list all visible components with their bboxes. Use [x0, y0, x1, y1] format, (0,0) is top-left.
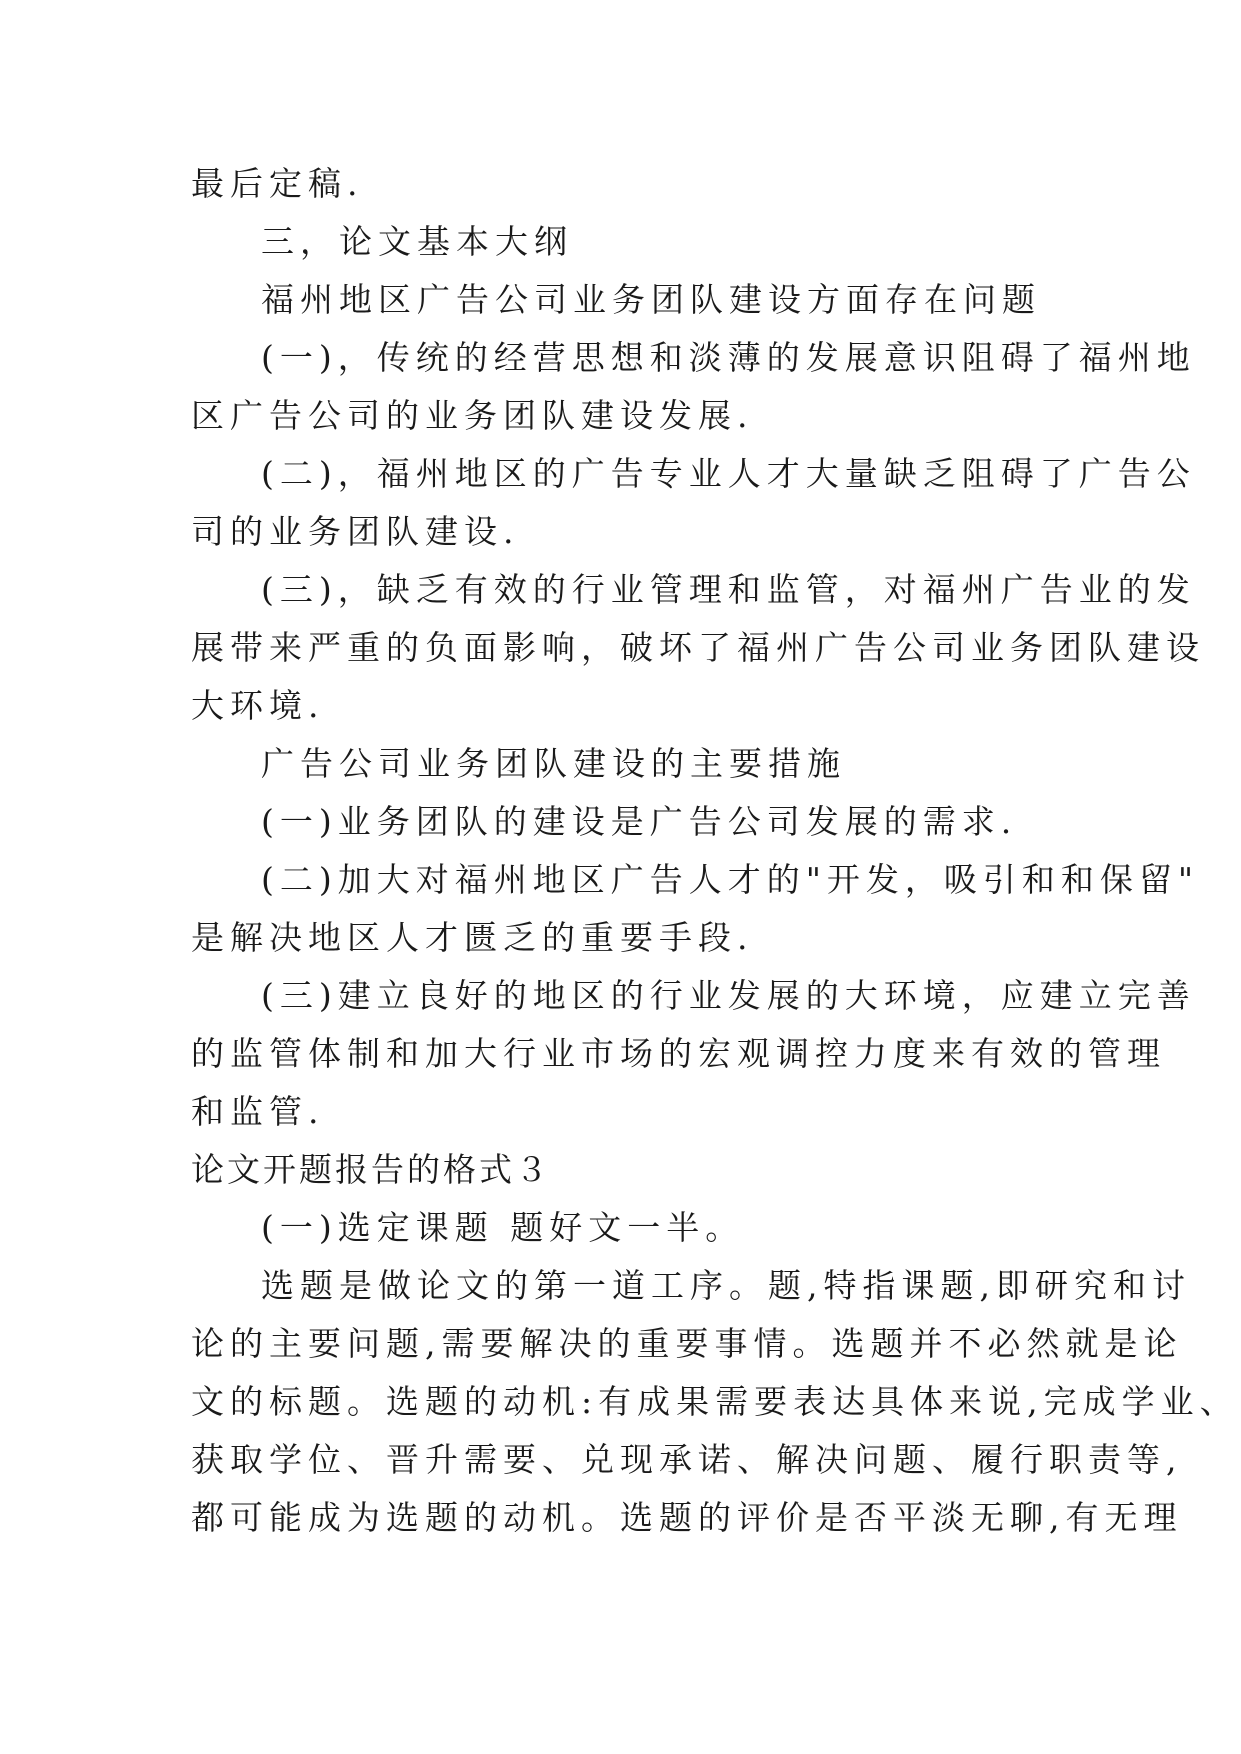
text-line-12: (一)业务团队的建设是广告公司发展的需求. — [261, 802, 1018, 841]
text-line-15: (三)建立良好的地区的行业发展的大环境，应建立完善 — [261, 976, 1196, 1015]
text-line-17: 和监管. — [191, 1092, 325, 1131]
text-line-4: (一)，传统的经营思想和淡薄的发展意识阻碍了福州地 — [261, 338, 1196, 377]
section-title-format-3: 论文开题报告的格式３ — [191, 1150, 551, 1189]
subheading-measures: 广告公司业务团队建设的主要措施 — [261, 744, 846, 783]
text-line-14: 是解决地区人才匮乏的重要手段. — [191, 918, 754, 957]
text-line-20: 选题是做论文的第一道工序。题,特指课题,即研究和讨 — [261, 1266, 1191, 1305]
text-line-10: 大环境. — [191, 686, 325, 725]
text-line-5: 区广告公司的业务团队建设发展. — [191, 396, 754, 435]
text-line-21: 论的主要问题,需要解决的重要事情。选题并不必然就是论 — [191, 1324, 1183, 1363]
text-line-6: (二)，福州地区的广告专业人才大量缺乏阻碍了广告公 — [261, 454, 1196, 493]
text-line-24: 都可能成为选题的动机。选题的评价是否平淡无聊,有无理 — [191, 1498, 1183, 1537]
text-line-19: (一)选定课题 题好文一半。 — [261, 1208, 745, 1247]
document-page — [191, 155, 1239, 1547]
text-line-7: 司的业务团队建设. — [191, 512, 520, 551]
section-heading-outline: 三，论文基本大纲 — [261, 222, 573, 261]
subheading-problems: 福州地区广告公司业务团队建设方面存在问题 — [261, 280, 1041, 319]
text-line-9: 展带来严重的负面影响，破坏了福州广告公司业务团队建设 — [191, 628, 1205, 667]
text-line-22: 文的标题。选题的动机:有成果需要表达具体来说,完成学业、 — [191, 1382, 1239, 1421]
text-line-1: 最后定稿. — [191, 164, 364, 203]
text-line-23: 获取学位、晋升需要、兑现承诺、解决问题、履行职责等, — [191, 1440, 1183, 1479]
text-line-13: (二)加大对福州地区广告人才的"开发，吸引和和保留" — [261, 860, 1200, 899]
text-line-8: (三)，缺乏有效的行业管理和监管，对福州广告业的发 — [261, 570, 1196, 609]
text-line-16: 的监管体制和加大行业市场的宏观调控力度来有效的管理 — [191, 1034, 1166, 1073]
